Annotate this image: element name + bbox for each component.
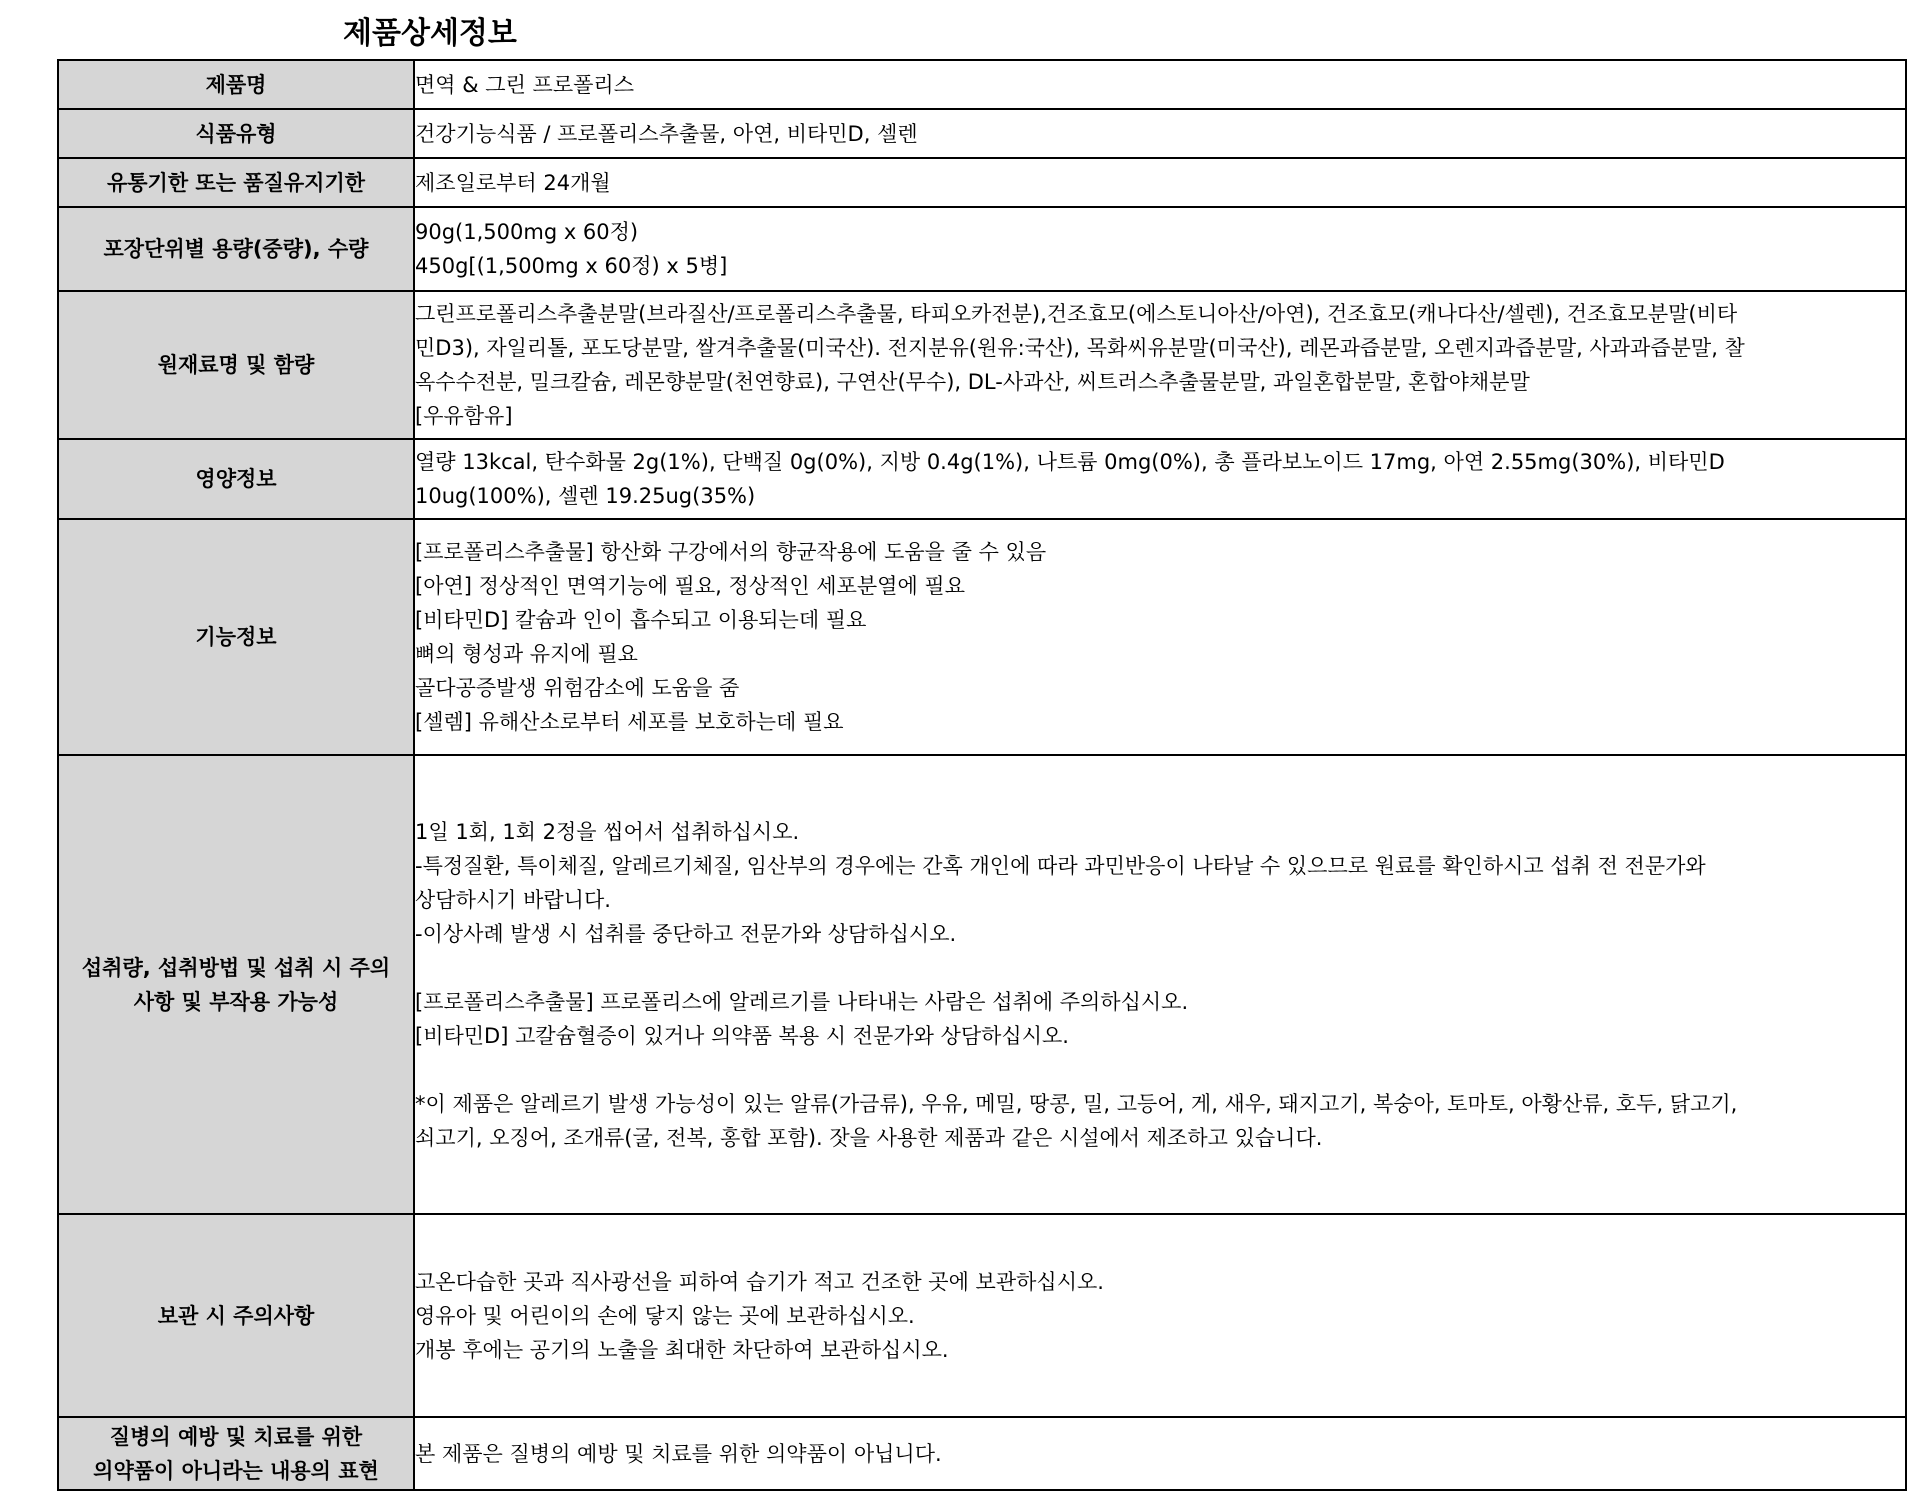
storage-precautions-label xyxy=(58,1214,414,1417)
value-line: 개봉 후에는 공기의 노출을 최대한 차단하여 보관하십시오. xyxy=(415,1337,949,1362)
label-line: 섭취량, 섭취방법 및 섭취 시 주의 xyxy=(81,955,391,980)
value-line: 450g[(1,500mg x 60정) x 5병] xyxy=(415,254,728,278)
expiration-label xyxy=(58,158,414,207)
not-medicine-notice-label xyxy=(58,1417,414,1490)
label-line: 식품유형 xyxy=(195,121,277,146)
table-row xyxy=(58,1417,1906,1490)
value-line: 골다공증발생 위험감소에 도움을 줌 xyxy=(415,676,740,700)
product-detail-table-body xyxy=(58,60,1906,1490)
value-line: -이상사례 발생 시 섭취를 중단하고 전문가와 상담하십시오. xyxy=(415,921,957,946)
value-line: [비타민D] 고칼슘혈증이 있거나 의약품 복용 시 전문가와 상담하십시오. xyxy=(415,1023,1069,1048)
intake-precautions-label xyxy=(58,755,414,1214)
function-info-value xyxy=(414,519,1906,755)
value-line: 건강기능식품 / 프로폴리스추출물, 아연, 비타민D, 셀렌 xyxy=(415,121,918,146)
label-line: 제품명 xyxy=(205,72,267,97)
value-line: [비타민D] 칼슘과 인이 흡수되고 이용되는데 필요 xyxy=(415,608,867,632)
expiration-value xyxy=(414,158,1906,207)
value-line: 면역 & 그린 프로폴리스 xyxy=(415,72,634,97)
product-detail-table xyxy=(57,59,1907,1491)
nutrition-info-label xyxy=(58,439,414,519)
value-line: [셀렘] 유해산소로부터 세포를 보호하는데 필요 xyxy=(415,710,844,734)
product-name-label xyxy=(58,60,414,109)
table-row xyxy=(58,207,1906,291)
value-line: 10ug(100%), 셀렌 19.25ug(35%) xyxy=(415,484,756,508)
label-line: 영양정보 xyxy=(195,467,277,491)
label-line: 보관 시 주의사항 xyxy=(157,1303,315,1328)
value-line: 민D3), 자일리톨, 포도당분말, 쌀겨추출물(미국산). 전지분유(원유:국산), 목화씨유분말(미국산), 레몬과즙분말, 오렌지과즙분말, 사과과즙분말, 찰 xyxy=(415,336,1745,360)
table-row xyxy=(58,519,1906,755)
value-line: *이 제품은 알레르기 발생 가능성이 있는 알류(가금류), 우유, 메밀, 땅콩, 밀, 고등어, 게, 새우, 돼지고기, 복숭아, 토마토, 아황산류, 호두, 닭고기, xyxy=(415,1091,1738,1116)
product-name-value xyxy=(414,60,1906,109)
label-line: 사항 및 부작용 가능성 xyxy=(133,989,339,1014)
value-line: 그린프로폴리스추출분말(브라질산/프로폴리스추출물, 타피오카전분),건조효모(에스토니아산/아연), 건조효모(캐나다산/셀렌), 건조효모분말(비타 xyxy=(415,302,1738,326)
food-type-label xyxy=(58,109,414,158)
label-line: 기능정보 xyxy=(195,625,277,649)
table-row xyxy=(58,158,1906,207)
ingredients-value xyxy=(414,291,1906,439)
value-line: [아연] 정상적인 면역기능에 필요, 정상적인 세포분열에 필요 xyxy=(415,574,965,598)
value-line: 영유아 및 어린이의 손에 닿지 않는 곳에 보관하십시오. xyxy=(415,1303,915,1328)
not-medicine-notice-value xyxy=(414,1417,1906,1490)
label-line: 의약품이 아니라는 내용의 표현 xyxy=(93,1458,379,1483)
page-title: 제품상세정보 xyxy=(343,16,517,51)
label-line: 유통기한 또는 품질유지기한 xyxy=(106,170,366,195)
value-line: [우유함유] xyxy=(415,404,513,428)
value-line xyxy=(415,951,1905,985)
label-line: 원재료명 및 함량 xyxy=(157,353,315,377)
food-type-value xyxy=(414,109,1906,158)
table-row xyxy=(58,60,1906,109)
table-row xyxy=(58,1214,1906,1417)
table-row xyxy=(58,109,1906,158)
value-line: 고온다습한 곳과 직사광선을 피하여 습기가 적고 건조한 곳에 보관하십시오. xyxy=(415,1269,1104,1294)
value-line: 열량 13kcal, 탄수화물 2g(1%), 단백질 0g(0%), 지방 0.4g(1%), 나트륨 0mg(0%), 총 플라보노이드 17mg, 아연 2.55mg(30%), 비타민D xyxy=(415,450,1725,474)
storage-precautions-value xyxy=(414,1214,1906,1417)
function-info-label xyxy=(58,519,414,755)
value-line xyxy=(415,1053,1905,1087)
package-quantity-label xyxy=(58,207,414,291)
value-line: 상담하시기 바랍니다. xyxy=(415,887,611,912)
package-quantity-value xyxy=(414,207,1906,291)
value-line: 뼈의 형성과 유지에 필요 xyxy=(415,642,638,666)
value-line: 쇠고기, 오징어, 조개류(굴, 전복, 홍합 포함). 잣을 사용한 제품과 같은 시설에서 제조하고 있습니다. xyxy=(415,1125,1323,1150)
ingredients-label xyxy=(58,291,414,439)
label-line: 질병의 예방 및 치료를 위한 xyxy=(109,1424,363,1449)
value-line: 1일 1회, 1회 2정을 씹어서 섭취하십시오. xyxy=(415,819,800,844)
label-line: 포장단위별 용량(중량), 수량 xyxy=(103,237,369,261)
value-line: -특정질환, 특이체질, 알레르기체질, 임산부의 경우에는 간혹 개인에 따라 과민반응이 나타날 수 있으므로 원료를 확인하시고 섭취 전 전문가와 xyxy=(415,853,1706,878)
nutrition-info-value xyxy=(414,439,1906,519)
value-line: 본 제품은 질병의 예방 및 치료를 위한 의약품이 아닙니다. xyxy=(415,1441,942,1466)
table-row xyxy=(58,291,1906,439)
value-line: 90g(1,500mg x 60정) xyxy=(415,220,639,244)
value-line: 제조일로부터 24개월 xyxy=(415,170,611,195)
value-line: [프로폴리스추출물] 항산화 구강에서의 향균작용에 도움을 줄 수 있음 xyxy=(415,540,1047,564)
value-line: [프로폴리스추출물] 프로폴리스에 알레르기를 나타내는 사람은 섭취에 주의하십시오. xyxy=(415,989,1189,1014)
intake-precautions-value xyxy=(414,755,1906,1214)
table-row xyxy=(58,755,1906,1214)
table-row xyxy=(58,439,1906,519)
value-line: 옥수수전분, 밀크칼슘, 레몬향분말(천연향료), 구연산(무수), DL-사과산, 씨트러스추출물분말, 과일혼합분말, 혼합야채분말 xyxy=(415,370,1530,394)
